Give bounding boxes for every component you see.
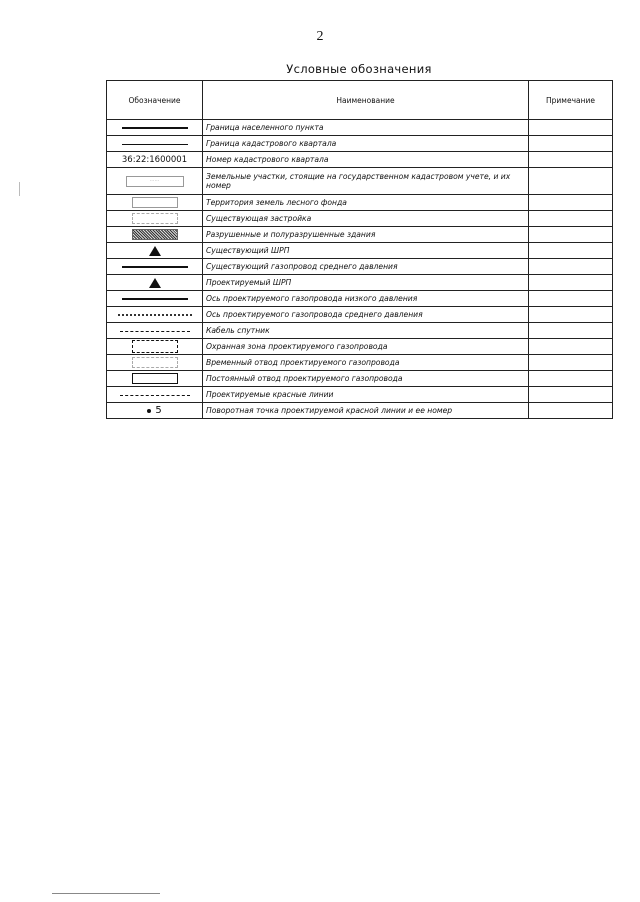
table-row xyxy=(107,339,613,355)
name-cell: Существующая застройка xyxy=(203,211,529,227)
thick-line-icon xyxy=(122,266,188,268)
name-cell: Временный отвод проектируемого газопровода xyxy=(203,355,529,371)
symbol-cell xyxy=(107,243,203,259)
page-number: 2 xyxy=(316,29,324,44)
header-symbol: Обозначение xyxy=(107,81,203,120)
table-row xyxy=(107,211,613,227)
note-cell xyxy=(529,136,613,152)
note-cell xyxy=(529,387,613,403)
thick-line-icon xyxy=(122,127,188,129)
name-cell: Граница населенного пункта xyxy=(203,120,529,136)
symbol-cell xyxy=(107,371,203,387)
note-cell xyxy=(529,323,613,339)
note-cell xyxy=(529,259,613,275)
symbol-cell xyxy=(107,152,203,168)
symbol-cell xyxy=(107,339,203,355)
table-row xyxy=(107,168,613,195)
outline-box-icon xyxy=(132,197,178,208)
dashed-box-icon xyxy=(132,357,178,368)
table-row xyxy=(107,371,613,387)
note-cell xyxy=(529,120,613,136)
dotted-line-icon xyxy=(118,314,192,316)
name-cell: Существующий газопровод среднего давления xyxy=(203,259,529,275)
note-cell xyxy=(529,211,613,227)
name-cell: Существующий ШРП xyxy=(203,243,529,259)
symbol-cell xyxy=(107,387,203,403)
note-cell xyxy=(529,275,613,291)
name-cell: Проектируемые красные линии xyxy=(203,387,529,403)
thin-line-icon xyxy=(122,144,188,145)
name-cell: Кабель спутник xyxy=(203,323,529,339)
thick-line-icon xyxy=(122,298,188,300)
scan-bottom-line xyxy=(52,893,160,894)
table-row xyxy=(107,195,613,211)
symbol-cell xyxy=(107,403,203,419)
hatched-box-icon xyxy=(132,229,178,240)
name-cell: Земельные участки, стоящие на государственном кадастровом учете, и их номер xyxy=(203,168,529,195)
table-row xyxy=(107,403,613,419)
dashed-box-icon xyxy=(132,213,178,224)
table-row xyxy=(107,259,613,275)
name-cell: Проектируемый ШРП xyxy=(203,275,529,291)
symbol-cell xyxy=(107,259,203,275)
dash-line-icon xyxy=(120,395,190,396)
note-cell xyxy=(529,195,613,211)
faint-box-icon: ······ xyxy=(126,176,184,187)
table-row xyxy=(107,136,613,152)
table-row xyxy=(107,387,613,403)
point-icon xyxy=(147,409,151,413)
table-row xyxy=(107,120,613,136)
dash-line-icon xyxy=(120,331,190,332)
note-cell xyxy=(529,355,613,371)
note-cell xyxy=(529,168,613,195)
symbol-cell xyxy=(107,227,203,243)
table-row xyxy=(107,275,613,291)
legend-title: Условные обозначения xyxy=(286,62,432,76)
cadastral-number-label: 36:22:1600001 xyxy=(121,154,188,165)
triangle-icon xyxy=(149,246,161,256)
note-cell xyxy=(529,307,613,323)
symbol-cell xyxy=(107,168,203,195)
legend-header-row xyxy=(107,81,613,120)
symbol-cell xyxy=(107,136,203,152)
symbol-cell xyxy=(107,291,203,307)
name-cell: Поворотная точка проектируемой красной линии и ее номер xyxy=(203,403,529,419)
thick-box-icon xyxy=(132,373,178,384)
symbol-cell xyxy=(107,275,203,291)
table-row xyxy=(107,291,613,307)
symbol-cell xyxy=(107,307,203,323)
note-cell xyxy=(529,403,613,419)
scan-margin-mark xyxy=(19,182,20,196)
name-cell: Граница кадастрового квартала xyxy=(203,136,529,152)
table-row xyxy=(107,307,613,323)
symbol-cell xyxy=(107,195,203,211)
triangle-icon xyxy=(149,278,161,288)
symbol-cell xyxy=(107,355,203,371)
legend-table xyxy=(106,80,613,419)
dashed-zone-icon xyxy=(132,340,178,353)
symbol-cell xyxy=(107,120,203,136)
header-note: Примечание xyxy=(529,81,613,120)
note-cell xyxy=(529,291,613,307)
table-row xyxy=(107,152,613,168)
name-cell: Разрушенные и полуразрушенные здания xyxy=(203,227,529,243)
name-cell: Постоянный отвод проектируемого газопровода xyxy=(203,371,529,387)
symbol-cell xyxy=(107,211,203,227)
symbol-cell xyxy=(107,323,203,339)
name-cell: Номер кадастрового квартала xyxy=(203,152,529,168)
name-cell: Территория земель лесного фонда xyxy=(203,195,529,211)
note-cell xyxy=(529,339,613,355)
table-row xyxy=(107,355,613,371)
note-cell xyxy=(529,243,613,259)
name-cell: Ось проектируемого газопровода среднего давления xyxy=(203,307,529,323)
note-cell xyxy=(529,227,613,243)
header-name: Наименование xyxy=(203,81,529,120)
table-row xyxy=(107,323,613,339)
note-cell xyxy=(529,152,613,168)
name-cell: Ось проектируемого газопровода низкого давления xyxy=(203,291,529,307)
name-cell: Охранная зона проектируемого газопровода xyxy=(203,339,529,355)
point-number-label: 5 xyxy=(155,405,162,416)
table-row xyxy=(107,243,613,259)
note-cell xyxy=(529,371,613,387)
table-row xyxy=(107,227,613,243)
